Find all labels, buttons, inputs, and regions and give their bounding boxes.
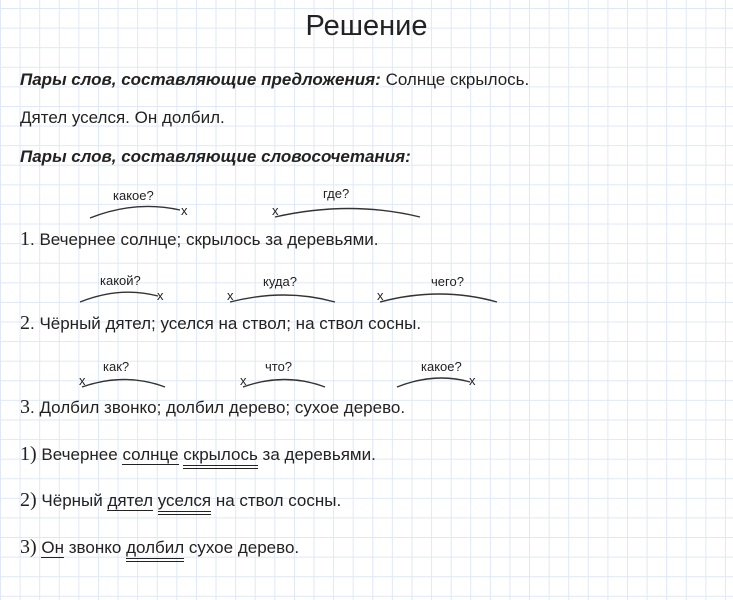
arc (397, 378, 470, 387)
question-label: что? (265, 359, 293, 374)
phrase-3-arcs (79, 359, 476, 388)
x-mark: x (377, 288, 384, 303)
phrase-2: 2. Чёрный дятел; уселся на ствол; на ствол сосны. (20, 312, 422, 334)
question-label: где? (323, 186, 350, 201)
x-mark: x (79, 373, 86, 388)
sentences-text-2: Дятел уселся. Он долбил. (20, 108, 225, 127)
arc (80, 292, 158, 302)
question-label: чего? (431, 274, 464, 289)
predicate: уселся (158, 491, 211, 515)
x-mark: x (240, 373, 247, 388)
arc (380, 294, 497, 302)
predicate: скрылось (183, 445, 258, 469)
x-mark: x (157, 288, 164, 303)
sentences-text: Солнце скрылось. (385, 70, 530, 89)
arc (82, 380, 165, 388)
arc (90, 206, 180, 218)
x-mark: x (272, 203, 279, 218)
predicate: долбил (126, 538, 184, 562)
question-label: какой? (100, 273, 141, 288)
x-mark: x (469, 373, 476, 388)
question-label: куда? (263, 274, 297, 289)
phrase-1-arcs (90, 186, 420, 218)
subject: Он (41, 538, 65, 557)
analysis-1: 1) Вечернее солнце скрылось за деревьями. (20, 443, 376, 466)
analysis-2: 2) Чёрный дятел уселся на ствол сосны. (20, 489, 341, 512)
arc (243, 380, 325, 388)
phrase-3: 3. Долбил звонко; долбил дерево; сухое дерево. (20, 396, 406, 418)
phrase-1: 1. Вечернее солнце; скрылось за деревьями. (20, 228, 379, 250)
arc (230, 295, 335, 302)
phrase-2-arcs (80, 273, 497, 303)
question-label: какое? (421, 359, 462, 374)
phrases-heading: Пары слов, составляющие словосочетания: (20, 147, 411, 166)
subject: солнце (122, 445, 179, 464)
x-mark: x (227, 288, 234, 303)
arc (275, 209, 420, 218)
analysis-3: 3) Он звонко долбил сухое дерево. (20, 536, 299, 559)
question-label: какое? (113, 188, 154, 203)
subject: дятел (107, 491, 154, 510)
question-label: как? (103, 359, 130, 374)
x-mark: x (181, 203, 188, 218)
sentences-heading: Пары слов, составляющие предложения: (20, 70, 381, 89)
page-title: Решение (305, 10, 428, 42)
